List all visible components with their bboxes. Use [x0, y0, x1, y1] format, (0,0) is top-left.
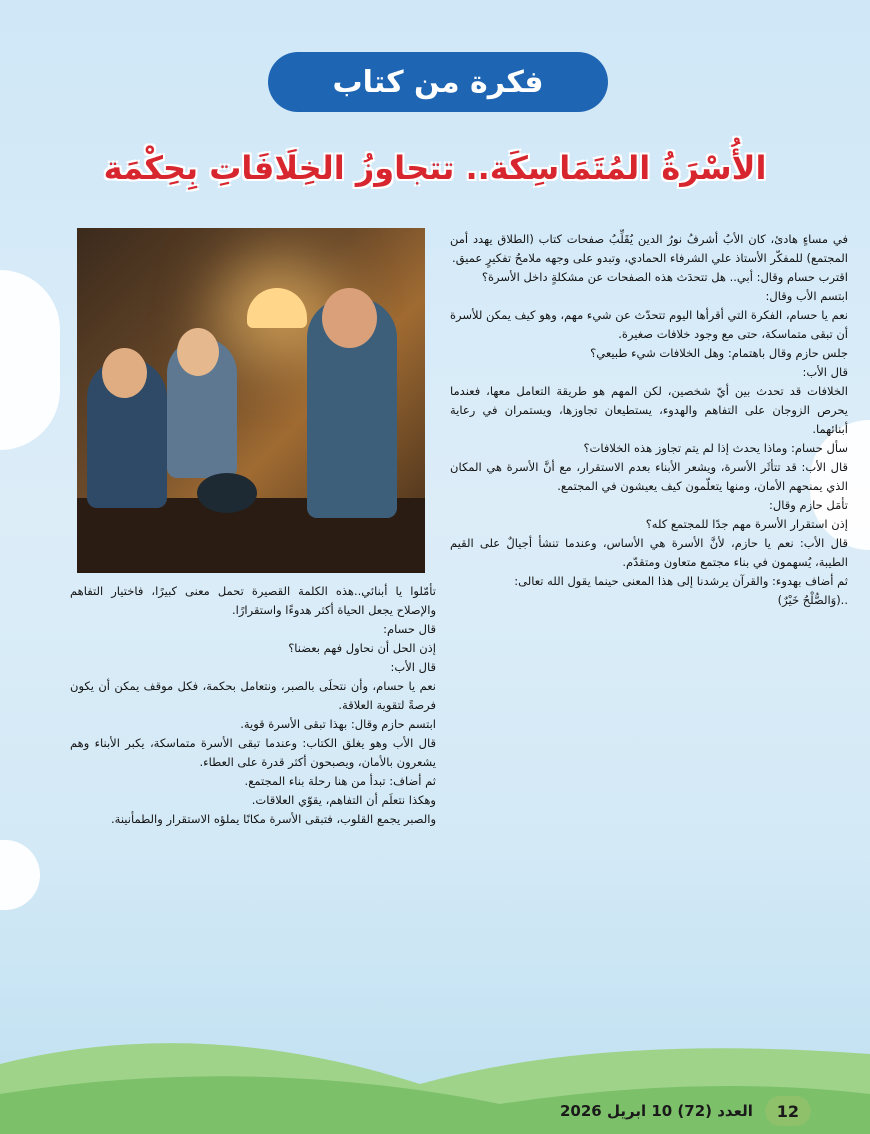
issue-info: العدد (72) 10 ابريل 2026: [560, 1102, 753, 1120]
paragraph: سأل حسام: وماذا يحدث إذا لم يتم تجاوز هذه الخلافات؟: [583, 441, 848, 455]
section-banner: [268, 52, 608, 112]
article-left-column: [70, 582, 436, 829]
paragraph: والصبر يجمع القلوب، فتبقى الأسرة مكانًا يملؤه الاستقرار والطمأنينة.: [111, 812, 436, 826]
paragraph: وهكذا نتعلَم أن التفاهم، يقوّي العلاقات.: [251, 793, 436, 807]
paragraph: جلس حازم وقال باهتمام: وهل الخلافات شيء طبيعي؟: [590, 346, 848, 360]
paragraph: نعم يا حسام، الفكرة التي أقرأها اليوم تتحدّث عن شيء مهم، وهو كيف يمكن للأسرة أن تبقى متماسكة، حتى مع وجود خلافات صغيرة.: [450, 308, 848, 341]
paragraph: قال الأب:: [802, 365, 848, 379]
paragraph: تأمّلوا يا أبنائي..هذه الكلمة القصيرة تحمل معنى كبيرًا، فاختيار التفاهم والإصلاح يجعل الحياة أكثر هدوءًا واستقرارًا.: [70, 584, 436, 617]
paragraph: قال الأب:: [390, 660, 436, 674]
quran-verse: ..(وَالصُّلْحُ خَيْرٌ): [777, 593, 848, 607]
paragraph: ابتسم الأب وقال:: [765, 289, 848, 303]
paragraph: ابتسم حازم وقال: بهذا تبقى الأسرة قوية.: [240, 717, 436, 731]
paragraph: ثم أضاف: تبدأ من هنا رحلة بناء المجتمع.: [244, 774, 436, 788]
paragraph: تأمَل حازم وقال:: [769, 498, 848, 512]
paragraph: قال الأب: نعم يا حازم، لأنَّ الأسرة هي الأساس، وعندما تنشأ أجيالٌ على القيم الطيبة، يُسهمون في بناء مجتمع متعاون ومتقدّم.: [450, 536, 848, 569]
section-label: فكرة من كتاب: [332, 64, 544, 100]
paragraph: قال حسام:: [383, 622, 436, 636]
cloud-decoration: [0, 840, 40, 910]
paragraph: في مساءٍ هادئ، كان الأبُ أشرفُ نورُ الدين يُقَلِّبُ صفحات كتاب (الطلاق يهدد أمن المجتمع) للمفكّر الأستاذ علي الشرفاء الحمادي، وتبدو على وجهه ملامحُ تفكيرٍ عميق.: [450, 232, 848, 265]
paragraph: إذن الحل أن نحاول فهم بعضنا؟: [288, 641, 436, 655]
article-right-column: [450, 230, 848, 610]
paragraph: إذن استقرار الأسرة مهم جدًا للمجتمع كله؟: [645, 517, 848, 531]
page-number: 12: [765, 1096, 811, 1126]
article-headline: الأُسْرَةُ المُتَمَاسِكَة.. تتجاوزُ الخِلَافَاتِ بِحِكْمَة: [103, 149, 767, 187]
paragraph: اقترب حسام وقال: أبي.. هل تتحدَث هذه الصفحات عن مشكلةٍ داخل الأسرة؟: [481, 270, 848, 284]
paragraph: ثم أضاف بهدوء: والقرآن يرشدنا إلى هذا المعنى حينما يقول الله تعالى:: [514, 574, 848, 588]
paragraph: قال الأب وهو يغلق الكتاب: وعندما تبقى الأسرة متماسكة، يكبر الأبناء وهم يشعرون بالأمان، ويصبحون أكثر قدرة على العطاء.: [70, 736, 436, 769]
cloud-decoration: [0, 270, 60, 450]
paragraph: الخلافات قد تحدث بين أيّ شخصين، لكن المهم هو طريقة التعامل معها، فعندما يحرص الزوجان على التفاهم والهدوء، يستطيعان تجاوزها، ويستمران في رعاية أبنائهما.: [450, 384, 848, 436]
page-footer: [560, 1096, 811, 1126]
paragraph: قال الأب: قد تتأثَر الأسرة، ويشعر الأبناء بعدم الاستقرار، مع أنَّ الأسرة هي المكان الذي يمنحهم الأمان، ومنها يتعلّمون كيف يعيشون في المجتمع.: [450, 460, 848, 493]
article-illustration: [77, 228, 425, 573]
paragraph: نعم يا حسام، وأن نتحلَى بالصبر، ونتعامل بحكمة، فكل موقف يمكن أن يكون فرصةً لتقوية العلاقة.: [70, 679, 436, 712]
